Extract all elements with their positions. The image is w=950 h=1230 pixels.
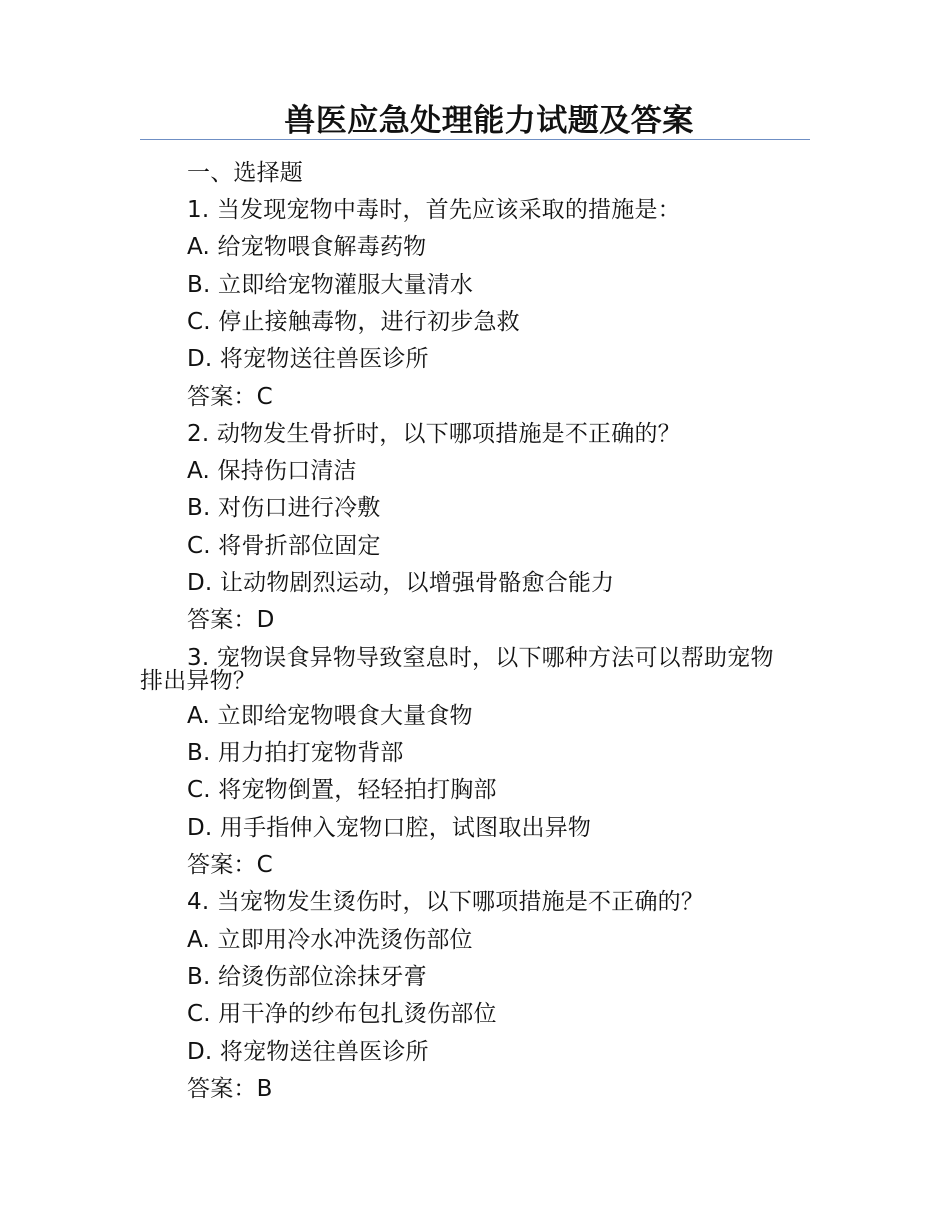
question-2-text: 2. 动物发生骨折时，以下哪项措施是不正确的？	[187, 421, 681, 447]
question-2-option-c: C. 将骨折部位固定	[187, 533, 381, 559]
question-3-option-a: A. 立即给宠物喂食大量食物	[187, 703, 473, 729]
question-3-answer: 答案：C	[187, 852, 273, 878]
question-1-option-b: B. 立即给宠物灌服大量清水	[187, 272, 474, 298]
question-1-answer: 答案：C	[187, 384, 273, 410]
question-1-option-a: A. 给宠物喂食解毒药物	[187, 234, 427, 260]
question-4-option-d: D. 将宠物送往兽医诊所	[187, 1039, 429, 1065]
question-1-text: 1. 当发现宠物中毒时，首先应该采取的措施是：	[187, 197, 681, 223]
section-heading: 一、选择题	[187, 160, 303, 186]
question-3-option-c: C. 将宠物倒置，轻轻拍打胸部	[187, 777, 497, 803]
question-2-option-a: A. 保持伤口清洁	[187, 458, 357, 484]
question-3-text-line2: 排出异物？	[140, 668, 256, 694]
page-title: 兽医应急处理能力试题及答案	[284, 103, 694, 139]
question-1-option-d: D. 将宠物送往兽医诊所	[187, 346, 429, 372]
question-3-option-d: D. 用手指伸入宠物口腔，试图取出异物	[187, 815, 592, 841]
question-3-option-b: B. 用力拍打宠物背部	[187, 740, 404, 766]
question-4-option-a: A. 立即用冷水冲洗烫伤部位	[187, 927, 473, 953]
question-4-answer: 答案：B	[187, 1076, 273, 1102]
question-2-option-b: B. 对伤口进行冷敷	[187, 495, 381, 521]
question-4-option-b: B. 给烫伤部位涂抹牙膏	[187, 964, 427, 990]
title-underline	[140, 139, 810, 140]
question-4-text: 4. 当宠物发生烫伤时，以下哪项措施是不正确的？	[187, 889, 705, 915]
question-4-option-c: C. 用干净的纱布包扎烫伤部位	[187, 1001, 497, 1027]
question-2-option-d: D. 让动物剧烈运动，以增强骨骼愈合能力	[187, 570, 615, 596]
question-3-text-line1: 3. 宠物误食异物导致窒息时，以下哪种方法可以帮助宠物	[187, 645, 774, 671]
question-2-answer: 答案：D	[187, 607, 275, 633]
question-1-option-c: C. 停止接触毒物，进行初步急救	[187, 309, 520, 335]
